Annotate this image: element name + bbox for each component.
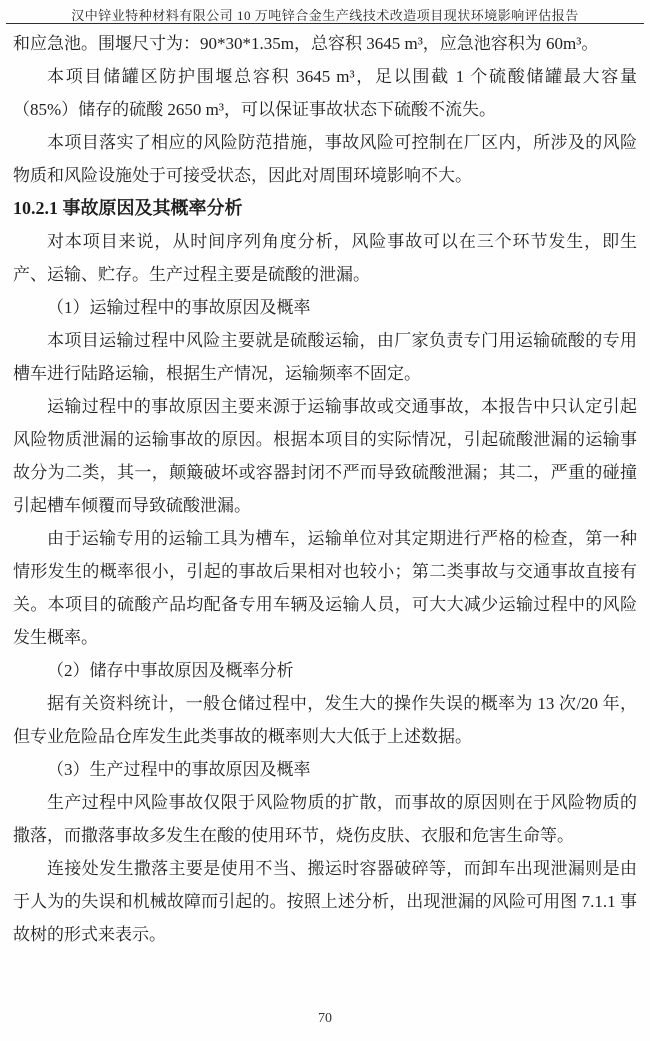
paragraph-list-item: （3）生产过程中的事故原因及概率 (47, 760, 311, 779)
paragraph: 连接处发生撒落主要是使用不当、搬运时容器破碎等，而卸车出现泄漏则是由于人为的失误和机械故障而引起的。按照上述分析，出现泄漏的风险可用图 7.1.1 事故树的形式来表示。 (13, 859, 637, 944)
paragraph: 对本项目来说，从时间序列角度分析，风险事故可以在三个环节发生，即生产、运输、贮存。生产过程主要是硫酸的泄漏。 (13, 232, 637, 284)
paragraph: 本项目储罐区防护围堰总容积 3645 m³，足以围截 1 个硫酸储罐最大容量（85%）储存的硫酸 2650 m³，可以保证事故状态下硫酸不流失。 (13, 67, 637, 119)
paragraph-list-item: （1）运输过程中的事故原因及概率 (47, 298, 311, 317)
header-divider (6, 23, 644, 24)
paragraph: 本项目运输过程中风险主要就是硫酸运输，由厂家负责专门用运输硫酸的专用槽车进行陆路运输，根据生产情况，运输频率不固定。 (13, 331, 637, 383)
paragraph: 据有关资料统计，一般仓储过程中，发生大的操作失误的概率为 13 次/20 年，但专业危险品仓库发生此类事故的概率则大大低于上述数据。 (13, 694, 637, 746)
paragraph-continuation: 和应急池。围堰尺寸为：90*30*1.35m，总容积 3645 m³，应急池容积为 60m³。 (13, 34, 599, 53)
paragraph: 生产过程中风险事故仅限于风险物质的扩散，而事故的原因则在于风险物质的撒落，而撒落事故多发生在酸的使用环节，烧伤皮肤、衣服和危害生命等。 (13, 793, 637, 845)
page-number: 70 (318, 1011, 332, 1026)
paragraph-list-item: （2）储存中事故原因及概率分析 (47, 661, 294, 680)
paragraph: 运输过程中的事故原因主要来源于运输事故或交通事故，本报告中只认定引起风险物质泄漏的运输事故的原因。根据本项目的实际情况，引起硫酸泄漏的运输事故分为二类，其一，颠簸破坏或容器封闭不严而导致硫酸泄漏；其二，严重的碰撞引起槽车倾覆而导致硫酸泄漏。 (13, 397, 637, 515)
document-body (13, 27, 637, 951)
paragraph: 由于运输专用的运输工具为槽车，运输单位对其定期进行严格的检查，第一种情形发生的概率很小，引起的事故后果相对也较小；第二类事故与交通事故直接有关。本项目的硫酸产品均配备专用车辆及运输人员，可大大减少运输过程中的风险发生概率。 (13, 529, 637, 647)
page-footer (0, 1011, 650, 1027)
section-heading: 10.2.1 事故原因及其概率分析 (13, 198, 243, 218)
paragraph: 本项目落实了相应的风险防范措施，事故风险可控制在厂区内，所涉及的风险物质和风险设施处于可接受状态，因此对周围环境影响不大。 (13, 133, 637, 185)
header-title: 汉中锌业特种材料有限公司 10 万吨锌合金生产线技术改造项目现状环境影响评估报告 (71, 8, 579, 23)
page-header (0, 5, 650, 24)
